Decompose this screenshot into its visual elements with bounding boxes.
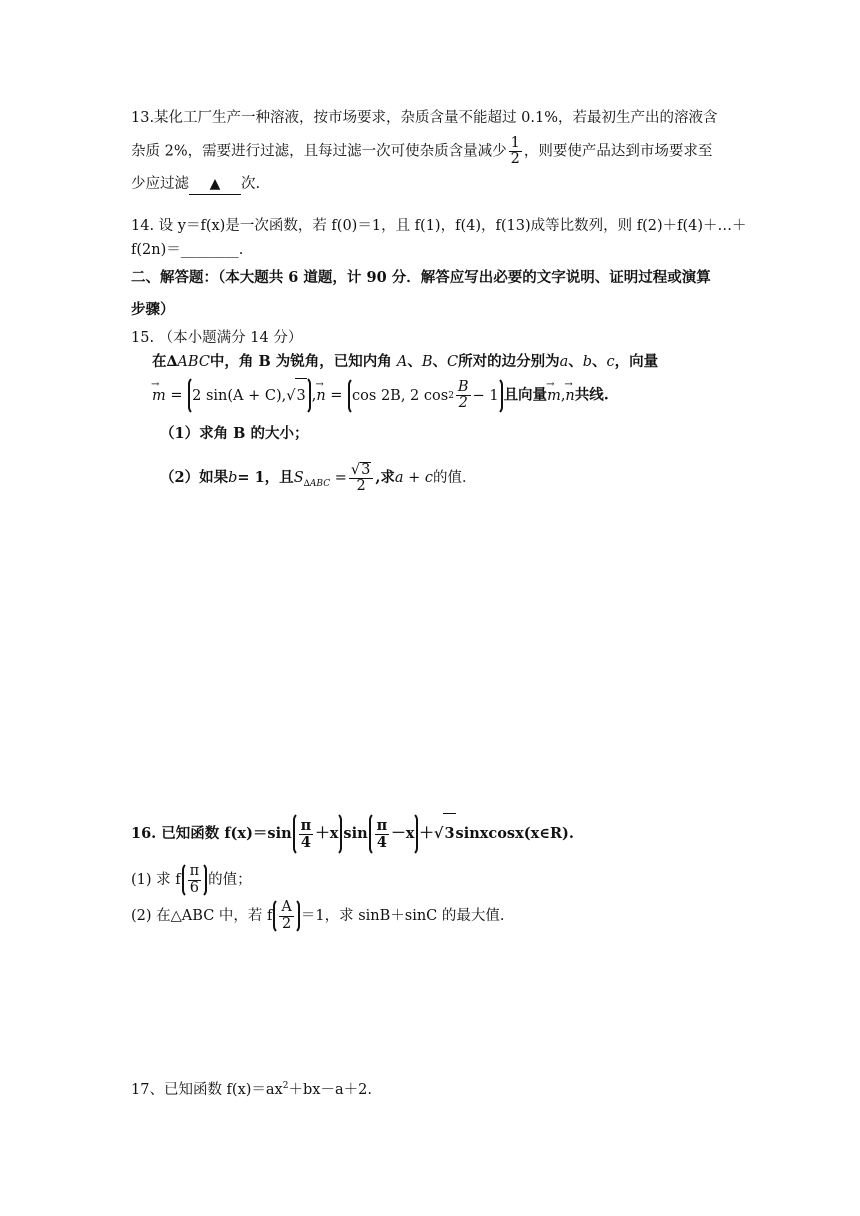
- q16-stem: 16. 已知函数 f(x)＝sin $\frac{\pi}{4}$ ＋x sin $\frac{\pi}{4}$ －x ＋√3sinxcosx(x∈R).: [131, 812, 574, 856]
- q15-part2: （2）如果b= 1，且$S_{\Delta ABC}$ = $\frac{√3}{2}$ ,求a + c的值．: [160, 461, 477, 494]
- answer-blank: [189, 174, 241, 195]
- q15-vectors: → m = 2 sin(A + C), √ 3 ,→ n = cos 2B, 2 cos 2 $\frac{B}{2}$ − 1 且向量→ m,→ n共线.: [152, 376, 609, 415]
- q13-line3: 少应过滤 ▲ 次.: [131, 174, 260, 195]
- q17-stem: 17、已知函数 $f(x)=ax^2+bx-a+2$.: [131, 1081, 372, 1098]
- q15-stem: 在∆ABC中，角 B 为锐角，已知内角 A、B、C所对的边分别为a、b、c，向量: [152, 353, 659, 370]
- q13-fraction: $\frac{1}{2}$: [510, 135, 520, 168]
- q16-part1: (1) 求 f $\frac{\pi}{6}$ 的值；: [131, 862, 252, 898]
- q13-line2: 杂质 2%，需要进行过滤，且每过滤一次可使杂质含量减少 $\frac{1}{2}$ ，则要使产品达到市场要求至: [131, 135, 713, 168]
- m-vector-paren: 2 sin(A + C), √ 3: [188, 376, 311, 415]
- q15-part1: （1）求角 B 的大小；: [160, 425, 309, 442]
- q13-line1: 13.某化工厂生产一种溶液，按市场要求，杂质含量不能超过 0.1%，若最初生产出的溶液含: [131, 110, 718, 126]
- section-2-heading-cont: 步骤）: [131, 301, 175, 318]
- triangle-icon: ▲: [209, 176, 221, 192]
- n-vector-paren: cos 2B, 2 cos 2 $\frac{B}{2}$ − 1: [348, 377, 503, 415]
- section-2-heading: 二、解答题：（本大题共 6 道题，计 90 分．解答应写出必要的文字说明、证明过程或演算: [131, 269, 711, 286]
- q16-part2: (2) 在△ABC 中，若 f $\frac{A}{2}$ ＝1，求 sinB＋sinC 的最大值.: [131, 898, 505, 934]
- q14-line2: f(2n)＝________.: [131, 242, 244, 258]
- q14-line1: 14. 设 y＝f(x)是一次函数，若 f(0)＝1，且 f(1)，f(4)，f(13)成等比数列，则 f(2)＋f(4)＋…＋: [131, 218, 747, 234]
- q15-header: 15. （本小题满分 14 分）: [131, 330, 303, 346]
